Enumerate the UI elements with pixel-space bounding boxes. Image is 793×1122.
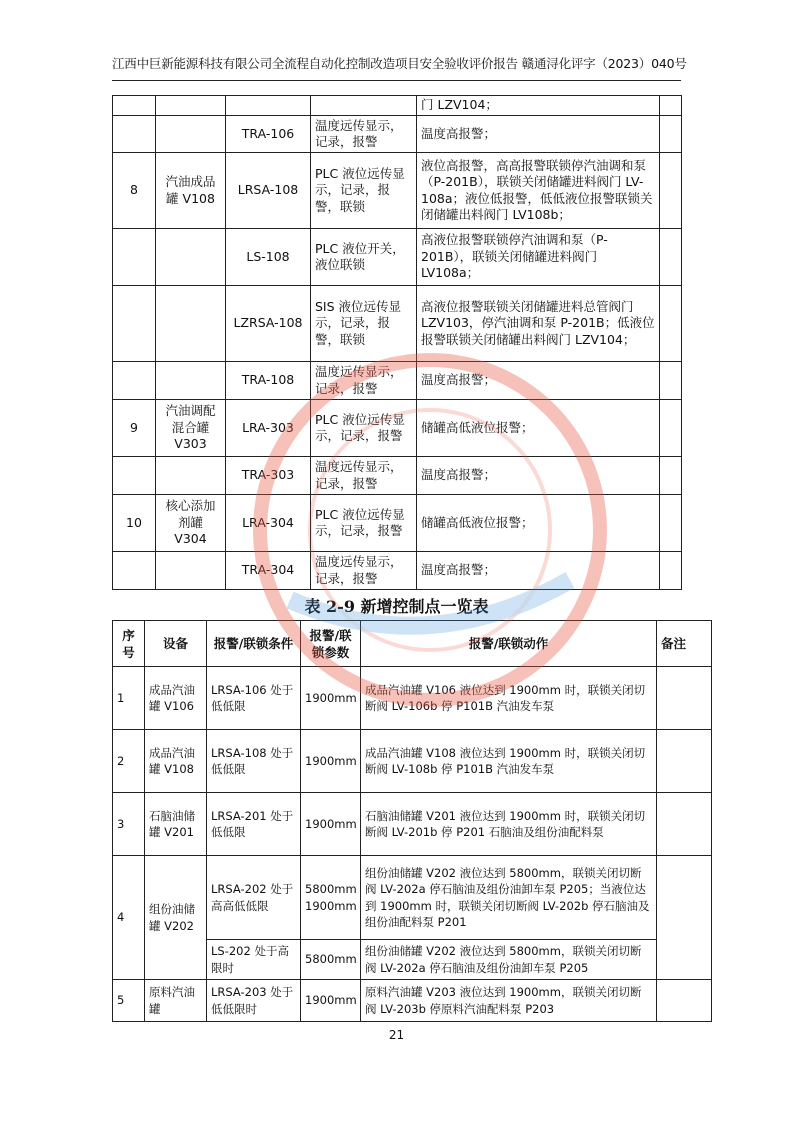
cell-action: 温度高报警； [417, 116, 660, 153]
cell-action: 高液位报警联锁停汽油调和泵（P-201B），联锁关闭储罐进料阀门 LV108a； [417, 229, 660, 286]
cell-action: 成品汽油罐 V106 液位达到 1900mm 时，联锁关闭切断阀 LV-106b 停 P101B 汽油发车泵 [361, 667, 657, 730]
cell-action: 原料汽油罐 V203 液位达到 1900mm，联锁关闭切断阀 LV-203b 停原料汽油配料泵 P203 [361, 980, 657, 1022]
cell-action: 温度高报警； [417, 552, 660, 590]
cell-parameter: 1900mm [301, 793, 361, 856]
table-row [113, 667, 712, 730]
cell-equipment: 原料汽油罐 [145, 980, 207, 1022]
cell-tag: TRA-303 [226, 457, 311, 495]
report-header: 江西中巨新能源科技有限公司全流程自动化控制改造项目安全验收评价报告 赣通浔化评字（2023）040号 [112, 56, 687, 71]
table-row [113, 856, 712, 940]
table-row [113, 552, 682, 590]
cell-action: 温度高报警； [417, 362, 660, 400]
cell-action: 石脑油储罐 V201 液位达到 1900mm 时，联锁关闭切断阀 LV-201b 停 P201 石脑油及组份油配料泵 [361, 793, 657, 856]
cell-function: PLC 液位开关，液位联锁 [311, 229, 417, 286]
table-row [113, 153, 682, 229]
cell-action: 液位高报警，高高报警联锁停汽油调和泵（P-201B），联锁关闭储罐进料阀门 LV-108a；液位低报警，低低液位报警联锁关闭储罐出料阀门 LV108b； [417, 153, 660, 229]
cell-note [657, 730, 712, 793]
cell-equipment: 石脑油储罐 V201 [145, 793, 207, 856]
table-row [113, 286, 682, 362]
cell-condition: LRSA-106 处于低低限 [207, 667, 301, 730]
cell-condition: LRSA-203 处于低低限时 [207, 980, 301, 1022]
cell-note [657, 856, 712, 980]
header-parameter: 报警/联锁参数 [301, 621, 361, 667]
header-action: 报警/联锁动作 [361, 621, 657, 667]
table-row [113, 793, 712, 856]
cell-condition: LRSA-108 处于低低限 [207, 730, 301, 793]
cell-function: 温度远传显示，记录，报警 [311, 116, 417, 153]
cell-action: 组份油储罐 V202 液位达到 5800mm，联锁关闭切断阀 LV-202a 停石脑油及组份油卸车泵 P205 [361, 940, 657, 980]
cell-parameter: 1900mm [301, 980, 361, 1022]
cell-tag: LZRSA-108 [226, 286, 311, 362]
header-no: 序号 [113, 621, 145, 667]
cell-equipment: 成品汽油罐 V106 [145, 667, 207, 730]
cell-equipment: 核心添加剂罐 V304 [156, 495, 226, 552]
new-control-points-table [112, 620, 712, 1022]
cell-function: PLC 液位远传显示，记录，报警 [311, 495, 417, 552]
cell-action: 成品汽油罐 V108 液位达到 1900mm 时，联锁关闭切断阀 LV-108b 停 P101B 汽油发车泵 [361, 730, 657, 793]
cell-no: 4 [113, 856, 145, 980]
cell-tag: TRA-108 [226, 362, 311, 400]
cell-no: 3 [113, 793, 145, 856]
header-divider [112, 80, 681, 81]
cell-function: SIS 液位远传显示，记录，报警，联锁 [311, 286, 417, 362]
cell-equipment: 汽油调配混合罐 V303 [156, 400, 226, 457]
cell-no: 9 [113, 400, 156, 457]
cell-tag: TRA-106 [226, 116, 311, 153]
table-caption: 表 2-9 新增控制点一览表 [304, 597, 489, 616]
cell-action: 门 LZV104； [417, 96, 660, 116]
table-row [113, 116, 682, 153]
table-header-row [113, 621, 712, 667]
cell-tag: LRSA-108 [226, 153, 311, 229]
table-row [113, 400, 682, 457]
cell-equipment: 组份油储罐 V202 [145, 856, 207, 980]
cell-function: 温度远传显示，记录，报警 [311, 552, 417, 590]
cell-tag: LS-108 [226, 229, 311, 286]
cell-no [113, 96, 156, 116]
cell-no: 5 [113, 980, 145, 1022]
cell-note [657, 980, 712, 1022]
cell-note [657, 667, 712, 730]
cell-parameter: 1900mm [301, 667, 361, 730]
page-number: 21 [388, 1028, 405, 1042]
cell-action: 高液位报警联锁关闭储罐进料总管阀门 LZV103，停汽油调和泵 P-201B；低液位报警联锁关闭储罐出料阀门 LZV104； [417, 286, 660, 362]
cell-tag [226, 96, 311, 116]
table-row [113, 980, 712, 1022]
cell-parameter: 5800mm 1900mm [301, 856, 361, 940]
cell-action: 组份油储罐 V202 液位达到 5800mm，联锁关闭切断阀 LV-202a 停石脑油及组份油卸车泵 P205；当液位达到 1900mm 时，联锁关闭切断阀 LV-202b 停石脑油及组份油配料泵 P201 [361, 856, 657, 940]
cell-no: 1 [113, 667, 145, 730]
cell-no: 2 [113, 730, 145, 793]
cell-parameter: 1900mm [301, 730, 361, 793]
cell-tag: LRA-303 [226, 400, 311, 457]
cell-action: 储罐高低液位报警； [417, 495, 660, 552]
table-row [113, 229, 682, 286]
cell-function: 温度远传显示，记录，报警 [311, 362, 417, 400]
table-row [113, 457, 682, 495]
cell-action: 储罐高低液位报警； [417, 400, 660, 457]
cell-condition: LRSA-201 处于低低限 [207, 793, 301, 856]
table-row [113, 96, 682, 116]
cell-tag: LRA-304 [226, 495, 311, 552]
cell-action: 温度高报警； [417, 457, 660, 495]
cell-equipment: 汽油成品罐 V108 [156, 153, 226, 229]
cell-condition: LS-202 处于高限时 [207, 940, 301, 980]
table-row [113, 495, 682, 552]
cell-no: 10 [113, 495, 156, 552]
cell-equipment [156, 96, 226, 116]
control-points-table-continued [112, 95, 682, 590]
cell-note [657, 793, 712, 856]
cell-function: PLC 液位远传显示，记录，报警，联锁 [311, 153, 417, 229]
cell-tag: TRA-304 [226, 552, 311, 590]
cell-parameter: 5800mm [301, 940, 361, 980]
table-row [113, 730, 712, 793]
cell-note [660, 96, 682, 116]
cell-condition: LRSA-202 处于高高低低限 [207, 856, 301, 940]
header-equipment: 设备 [145, 621, 207, 667]
table-row [113, 362, 682, 400]
cell-no: 8 [113, 153, 156, 229]
cell-function: PLC 液位远传显示，记录，报警 [311, 400, 417, 457]
cell-function [311, 96, 417, 116]
cell-function: 温度远传显示，记录，报警 [311, 457, 417, 495]
cell-equipment: 成品汽油罐 V108 [145, 730, 207, 793]
header-condition: 报警/联锁条件 [207, 621, 301, 667]
header-note: 备注 [657, 621, 712, 667]
